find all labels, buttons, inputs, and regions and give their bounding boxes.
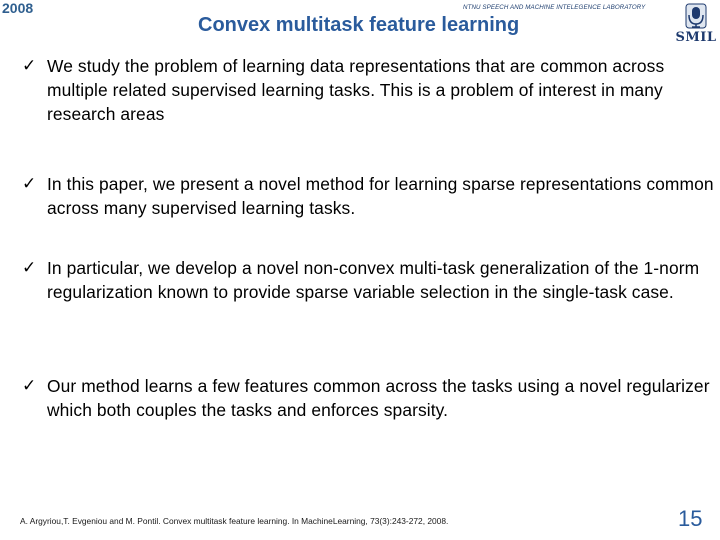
logo-text: SMIL	[675, 30, 717, 45]
lab-name: NTNU SPEECH AND MACHINE INTELEGENCE LABORATORY	[463, 4, 646, 11]
citation: A. Argyriou,T. Evgeniou and M. Pontil. Convex multitask feature learning. In MachineLearning, 73(3):243-272, 2008.	[20, 516, 449, 526]
microphone-icon	[674, 2, 718, 32]
check-icon: ✓	[22, 56, 37, 76]
slide-title: Convex multitask feature learning	[198, 14, 520, 36]
bullet-text: Our method learns a few features common across the tasks using a novel regularizer which both couples the tasks and enforces sparsity.	[47, 376, 710, 420]
bullet-item	[22, 256, 718, 304]
check-icon: ✓	[22, 376, 37, 396]
bullet-item	[22, 54, 718, 126]
smil-logo	[674, 2, 718, 46]
bullet-text: In particular, we develop a novel non-convex multi-task generalization of the 1-norm regularization known to provide sparse variable selection in the single-task case.	[47, 258, 700, 302]
bullet-item	[22, 172, 718, 220]
year-label: 2008	[2, 0, 34, 16]
bullet-item	[22, 374, 718, 422]
bullet-text: In this paper, we present a novel method for learning sparse representations common across many supervised learning tasks.	[47, 174, 714, 218]
check-icon: ✓	[22, 174, 37, 194]
page-number: 15	[678, 506, 703, 531]
check-icon: ✓	[22, 258, 37, 278]
bullet-text: We study the problem of learning data representations that are common across multiple related supervised learning tasks. This is a problem of interest in many research areas	[47, 56, 665, 124]
